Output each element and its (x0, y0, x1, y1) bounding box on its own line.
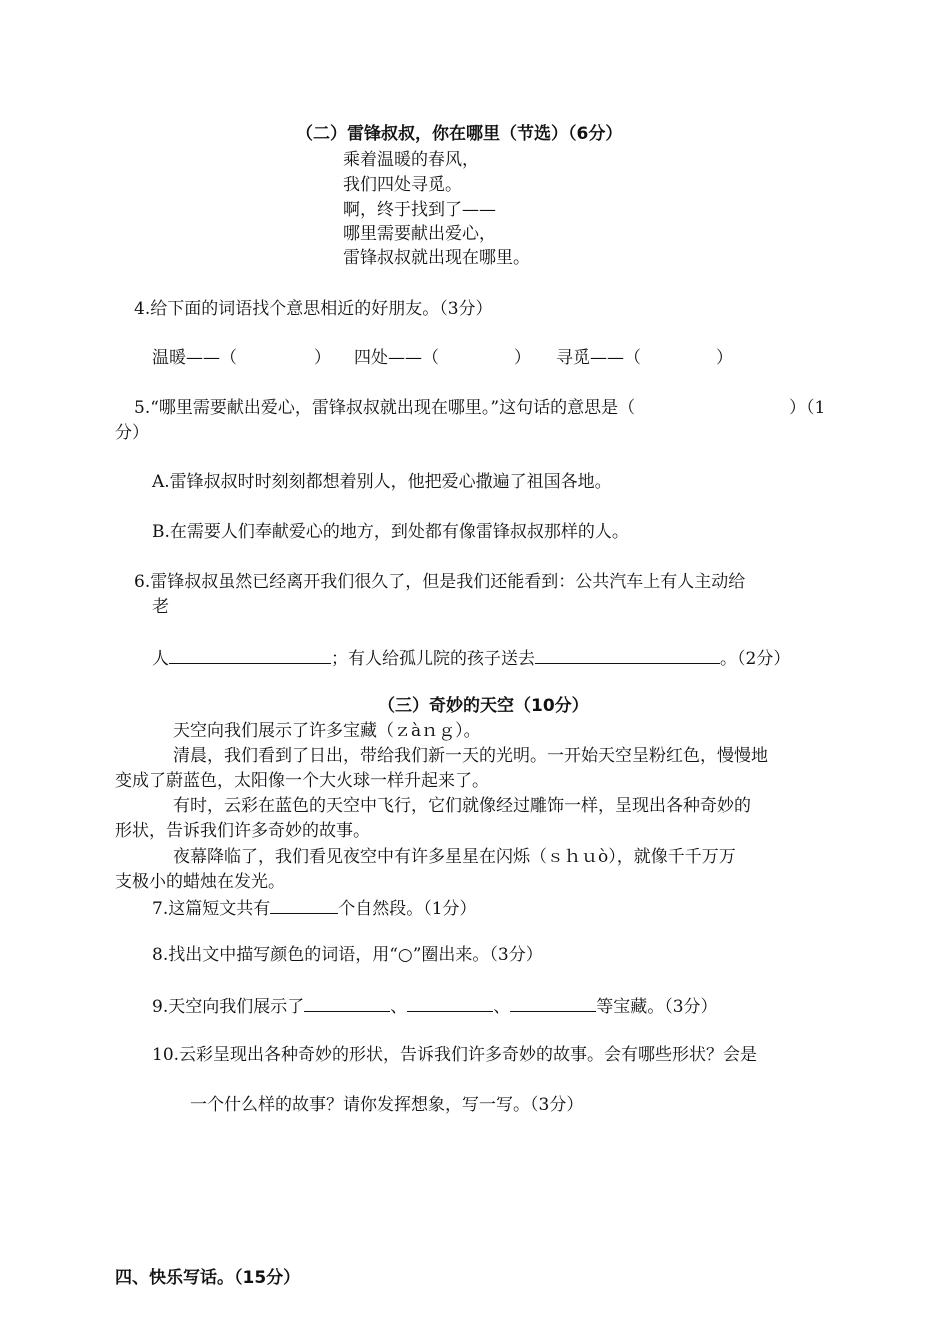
poem-line: 啊，终于找到了—— (343, 200, 496, 220)
answer-blank[interactable] (510, 993, 596, 1012)
q9-sep-2: 、 (493, 997, 511, 1017)
passage-p2-line1: 清晨，我们看到了日出，带给我们新一天的光明。一开始天空呈粉红色，慢慢地 (173, 746, 768, 766)
question-6-line3 (152, 645, 790, 671)
q4-item-1-close: ） (314, 348, 331, 368)
passage-p2-line2: 变成了蔚蓝色，太阳像一个大火球一样升起来了。 (115, 771, 489, 791)
poem-line: 雷锋叔叔就出现在哪里。 (343, 248, 530, 268)
section2-title: （二）雷锋叔叔，你在哪里（节选）（6分） (296, 124, 623, 144)
q7-text-b: 个自然段。（1分） (338, 899, 477, 919)
option-a: A.雷锋叔叔时时刻刻都想着别人，他把爱心撒遍了祖国各地。 (152, 472, 612, 492)
question-7 (152, 895, 477, 921)
section3-title: （三）奇妙的天空（10分） (378, 696, 589, 716)
passage-p3-line1: 有时，云彩在蓝色的天空中飞行，它们就像经过雕饰一样，呈现出各种奇妙的 (173, 796, 751, 816)
passage-p1: 天空向我们展示了许多宝藏（ｚàｎｇ）。 (173, 721, 481, 741)
option-b: B.在需要人们奉献爱心的地方，到处都有像雷锋叔叔那样的人。 (152, 522, 629, 542)
question-9 (152, 993, 718, 1019)
passage-p3-line2: 形状，告诉我们许多奇妙的故事。 (115, 821, 370, 841)
section4-title: 四、快乐写话。（15分） (115, 1268, 301, 1288)
q9-sep-1: 、 (390, 997, 408, 1017)
q4-item-3-open: 寻觅——（ (556, 348, 641, 368)
q7-text-a: 7.这篇短文共有 (152, 899, 271, 919)
q6-text-a: 人 (152, 649, 169, 669)
poem-line: 乘着温暖的春风， (343, 150, 479, 170)
q9-text-a: 9.天空向我们展示了 (152, 997, 305, 1017)
answer-area[interactable] (152, 1125, 832, 1255)
answer-blank[interactable] (535, 645, 720, 664)
q9-text-b: 等宝藏。（3分） (596, 997, 718, 1017)
passage-p4-line2: 支极小的蜡烛在发光。 (115, 872, 285, 892)
question-10-line1: 10.云彩呈现出各种奇妙的形状，告诉我们许多奇妙的故事。会有哪些形状？会是 (152, 1045, 758, 1065)
answer-blank[interactable] (270, 895, 338, 914)
question-5-line1-end: ）（1 (789, 398, 826, 418)
q4-item-3-close: ） (716, 348, 733, 368)
q6-text-c: 。（2分） (720, 649, 791, 669)
question-4: 4.给下面的词语找个意思相近的好朋友。（3分） (134, 299, 493, 319)
question-5-line2: 分） (115, 423, 149, 443)
q4-item-2-open: 四处——（ (354, 348, 439, 368)
poem-line: 哪里需要献出爱心， (343, 224, 496, 244)
answer-blank[interactable] (407, 993, 493, 1012)
answer-blank[interactable] (169, 645, 331, 664)
answer-blank[interactable] (304, 993, 390, 1012)
question-10-line2: 一个什么样的故事？请你发挥想象，写一写。（3分） (190, 1095, 584, 1115)
passage-p4-line1: 夜幕降临了，我们看见夜空中有许多星星在闪烁（ｓｈｕò），就像千千万万 (173, 847, 736, 867)
question-6-line2: 老 (152, 597, 169, 617)
q4-item-2-close: ） (514, 348, 531, 368)
q4-item-1-open: 温暖——（ (152, 348, 237, 368)
question-5-line1: 5.“哪里需要献出爱心，雷锋叔叔就出现在哪里。”这句话的意思是（ (134, 398, 636, 418)
question-6-line1: 6.雷锋叔叔虽然已经离开我们很久了，但是我们还能看到：公共汽车上有人主动给 (134, 572, 746, 592)
q6-text-b: ；有人给孤儿院的孩子送去 (331, 649, 535, 669)
poem-line: 我们四处寻觅。 (343, 175, 462, 195)
question-8: 8.找出文中描写颜色的词语，用“○”圈出来。（3分） (152, 945, 543, 965)
